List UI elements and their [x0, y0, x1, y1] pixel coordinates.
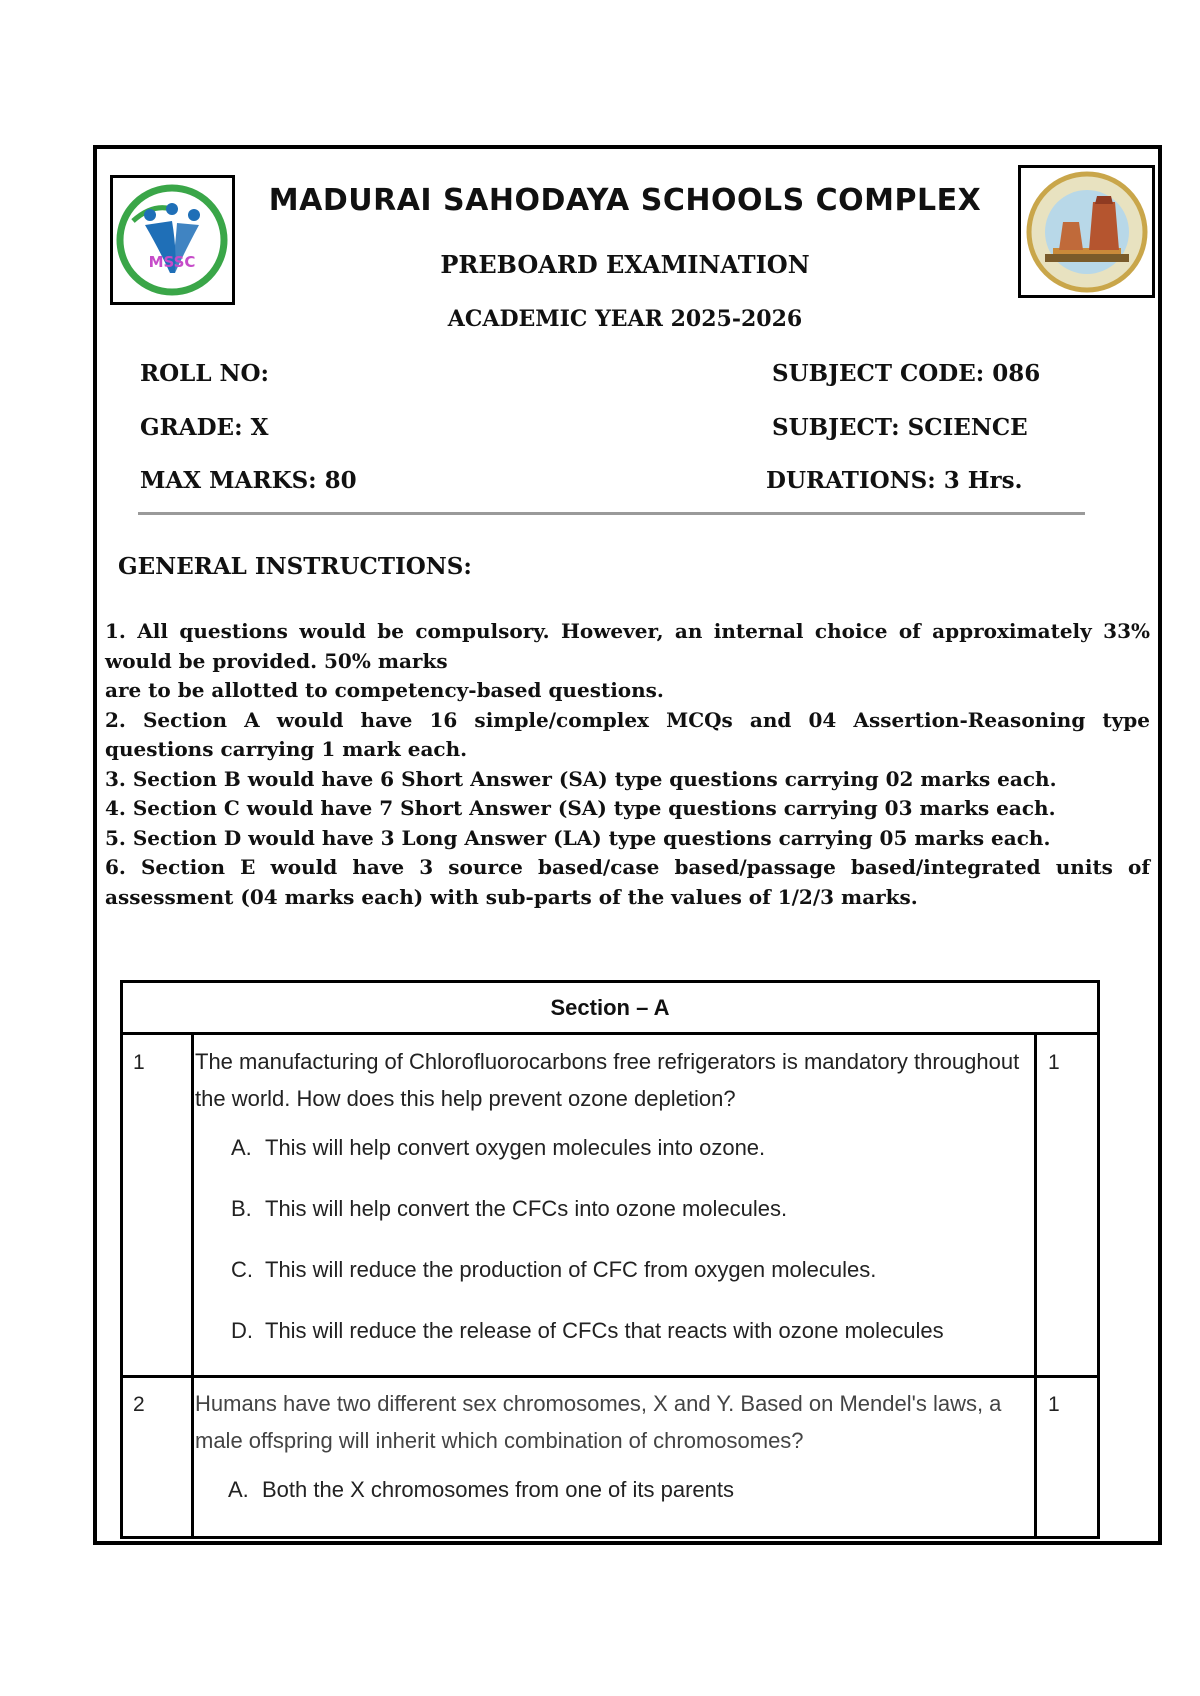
instruction-item: 3. Section B would have 6 Short Answer (SA) type questions carrying 02 marks each.: [105, 766, 1057, 791]
option-text: This will reduce the production of CFC from oxygen molecules.: [265, 1257, 877, 1282]
option-letter: C.: [231, 1257, 253, 1282]
instructions-list: [105, 617, 1150, 912]
instruction-item: are to be allotted to competency-based questions.: [105, 678, 664, 702]
mssc-logo-icon: [115, 181, 230, 299]
section-a-table: [120, 980, 1100, 1539]
column-divider: [191, 1035, 194, 1536]
option-b: [231, 1196, 787, 1222]
option-text: This will help convert the CFCs into ozone molecules.: [265, 1196, 788, 1221]
instruction-item: 5. Section D would have 3 Long Answer (LA) type questions carrying 05 marks each.: [105, 825, 1051, 850]
question-number: 1: [133, 1051, 145, 1074]
option-letter: D.: [231, 1318, 253, 1343]
roll-no-label: ROLL NO:: [140, 360, 270, 387]
instruction-item: 6. Section E would have 3 source based/case based/passage based/integrated units of assessment (04 marks each) with sub-parts of the values of 1/2/3 marks.: [105, 855, 1150, 909]
academic-year: ACADEMIC YEAR 2025-2026: [447, 306, 803, 332]
section-a-title: Section – A: [123, 983, 1097, 1035]
question-text: Humans have two different sex chromosomes, X and Y. Based on Mendel's laws, a male offspring will inherit which combination of chromosomes?: [195, 1391, 1002, 1453]
option-letter: A.: [231, 1135, 252, 1160]
instruction-item: 1. All questions would be compulsory. However, an internal choice of approximately 33% would be provided. 50% marks: [105, 619, 1150, 673]
row-divider: [123, 1375, 1097, 1378]
option-text: This will help convert oxygen molecules into ozone.: [265, 1135, 766, 1160]
svg-text:MSSC: MSSC: [148, 253, 196, 271]
header-divider: [138, 512, 1085, 515]
grade: GRADE: X: [140, 414, 269, 441]
general-instructions-heading: GENERAL INSTRUCTIONS:: [118, 553, 472, 580]
mssc-logo: [110, 175, 235, 305]
option-letter: A.: [228, 1477, 249, 1502]
question-marks: 1: [1048, 1051, 1060, 1074]
option-letter: B.: [231, 1196, 252, 1221]
school-name: MADURAI SAHODAYA SCHOOLS COMPLEX: [268, 183, 982, 218]
subject: SUBJECT: SCIENCE: [772, 414, 1028, 441]
option-d: [231, 1318, 944, 1344]
subject-code: SUBJECT CODE: 086: [772, 360, 1041, 387]
instruction-item: 4. Section C would have 7 Short Answer (SA) type questions carrying 03 marks each.: [105, 796, 1056, 820]
option-c: [231, 1257, 876, 1283]
exam-title: PREBOARD EXAMINATION: [440, 250, 810, 279]
max-marks: MAX MARKS: 80: [140, 467, 357, 494]
question-number: 2: [133, 1393, 145, 1416]
instruction-item: 2. Section A would have 16 simple/complex MCQs and 04 Assertion-Reasoning type questions carrying 1 mark each.: [105, 707, 1150, 761]
option-text: Both the X chromosomes from one of its parents: [262, 1477, 735, 1502]
duration: DURATIONS: 3 Hrs.: [766, 467, 1023, 494]
sahodaya-seal-logo: [1018, 165, 1155, 298]
option-text: This will reduce the release of CFCs that reacts with ozone molecules: [265, 1318, 944, 1343]
option-a: [231, 1135, 765, 1161]
question-text: The manufacturing of Chlorofluorocarbons free refrigerators is mandatory throughout the world. How does this help prevent ozone depletion?: [195, 1049, 1020, 1111]
question-marks: 1: [1048, 1393, 1060, 1416]
option-a: [228, 1477, 734, 1503]
temple-seal-icon: [1023, 170, 1151, 294]
